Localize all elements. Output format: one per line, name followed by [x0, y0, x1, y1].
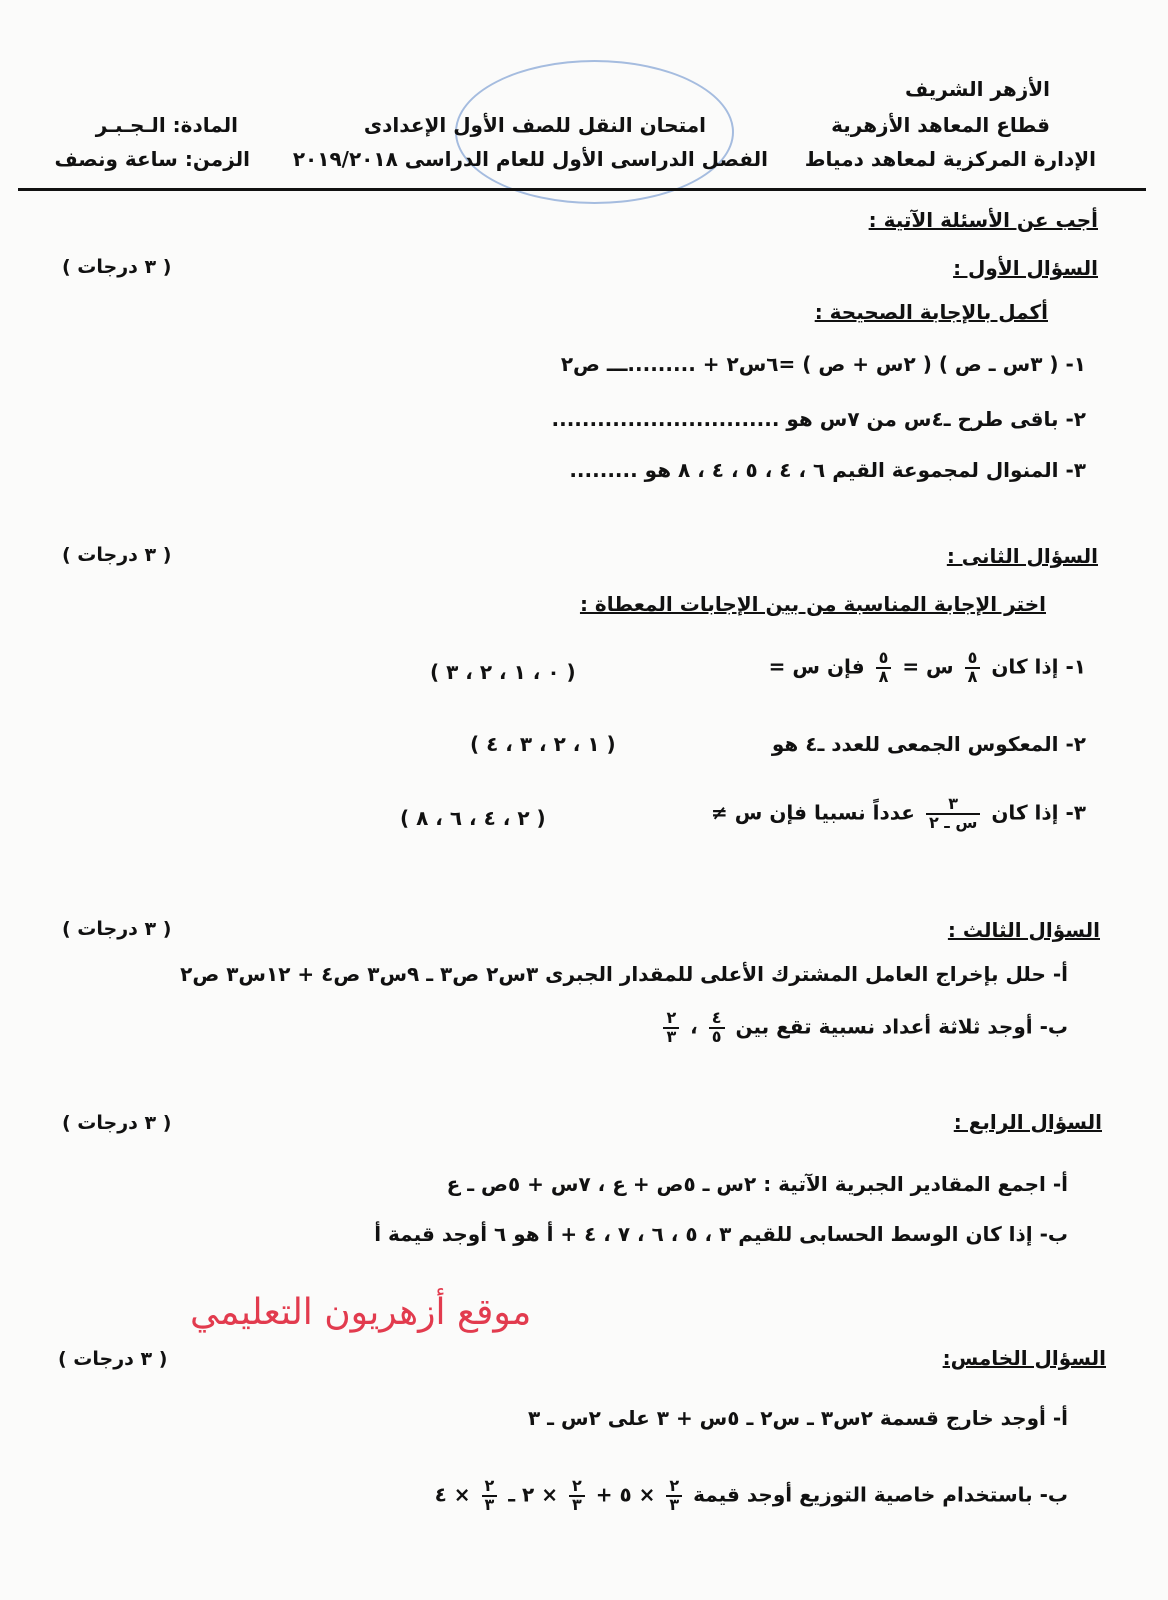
q1-item-1: ١- ( ٣س ـ ص ) ( ٢س + ص ) =٦س٢ + .........ـــ ص٢	[560, 352, 1086, 376]
fraction-denominator: ٣	[571, 1494, 582, 1514]
q2-item-3	[711, 796, 1086, 832]
q3-separator: ،	[690, 1014, 698, 1039]
fraction-denominator: ٨	[967, 666, 978, 686]
q3-part-b	[659, 1010, 1068, 1046]
fraction-numerator: ٥	[965, 650, 981, 669]
q2-item-1	[769, 650, 1086, 686]
instructions: أجب عن الأسئلة الآتية :	[868, 208, 1098, 232]
fraction-denominator: س ـ ٢	[928, 812, 978, 832]
q2-grade: ( ٣ درجات )	[62, 544, 172, 566]
header-subject: المادة: الـجـبـر	[95, 113, 238, 137]
q1-subtitle: أكمل بالإجابة الصحيحة :	[814, 300, 1048, 324]
q5-part-b	[435, 1478, 1068, 1514]
q2-item-3-choices: ( ٢ ، ٤ ، ٦ ، ٨ )	[400, 806, 546, 830]
q3-title: السؤال الثالث :	[947, 918, 1100, 942]
header-right-line-1: الأزهر الشريف	[904, 77, 1050, 101]
q5-fraction-1	[666, 1478, 682, 1514]
fraction-numerator: ٢	[482, 1478, 498, 1497]
q2-item-2-choices: ( ١ ، ٢ ، ٣ ، ٤ )	[470, 732, 616, 756]
q5-part-a: أ- أوجد خارج قسمة ٢س٣ ـ س٢ ـ ٥س + ٣ على ٢س ـ ٣	[527, 1406, 1068, 1430]
q2-item-1-fraction-2	[876, 650, 892, 686]
fraction-denominator: ٣	[669, 1494, 680, 1514]
q3-fraction-1	[709, 1010, 725, 1046]
fraction-denominator: ٣	[484, 1494, 495, 1514]
q3-part-b-text: ب- أوجد ثلاثة أعداد نسبية تقع بين	[735, 1014, 1068, 1039]
q2-item-1-mid: س =	[902, 654, 954, 679]
q5-fraction-3	[482, 1478, 498, 1514]
q5-fraction-2	[569, 1478, 585, 1514]
q4-grade: ( ٣ درجات )	[62, 1112, 172, 1134]
header-divider	[18, 188, 1146, 191]
q2-item-3-post: عدداً نسبيا فإن س ≠	[711, 800, 915, 825]
q2-title: السؤال الثانى :	[946, 544, 1098, 568]
fraction-numerator: ٥	[876, 650, 892, 669]
q5-part-b-text: ب- باستخدام خاصية التوزيع أوجد قيمة	[693, 1482, 1068, 1507]
q2-item-3-fraction	[926, 796, 980, 832]
fraction-numerator: ٢	[663, 1010, 679, 1029]
q4-title: السؤال الرابع :	[953, 1110, 1102, 1134]
header-right-line-2: قطاع المعاهد الأزهرية	[831, 113, 1050, 137]
q1-item-2: ٢- باقى طرح ـ٤س من ٧س هو ..............................	[551, 407, 1086, 431]
q3-fraction-2	[663, 1010, 679, 1046]
fraction-numerator: ٢	[666, 1478, 682, 1497]
q4-part-b: ب- إذا كان الوسط الحسابى للقيم ٣ ، ٥ ، ٦ ، ٧ ، ٤ + أ هو ٦ أوجد قيمة أ	[374, 1222, 1068, 1246]
q2-item-2: ٢- المعكوس الجمعى للعدد ـ٤ هو	[771, 732, 1086, 756]
q2-item-3-pre: ٣- إذا كان	[991, 800, 1086, 825]
q5-term-1: × ٥ +	[595, 1482, 656, 1507]
q3-part-a: أ- حلل بإخراج العامل المشترك الأعلى للمقدار الجبرى ٣س٢ ص٣ ـ ٩س٣ ص٤ + ١٢س٣ ص٢	[180, 962, 1068, 986]
fraction-denominator: ٣	[666, 1026, 677, 1046]
q2-item-1-choices: ( ٠ ، ١ ، ٢ ، ٣ )	[430, 660, 576, 684]
q5-grade: ( ٣ درجات )	[58, 1348, 168, 1370]
fraction-denominator: ٨	[878, 666, 889, 686]
q4-part-a: أ- اجمع المقادير الجبرية الآتية : ٢س ـ ٥ص + ع ، ٧س + ٥ص ـ ع	[446, 1172, 1068, 1196]
header-duration: الزمن: ساعة ونصف	[54, 147, 250, 171]
q2-item-1-post: فإن س =	[768, 654, 865, 679]
q3-grade: ( ٣ درجات )	[62, 918, 172, 940]
q1-title: السؤال الأول :	[953, 256, 1098, 280]
q2-item-1-pre: ١- إذا كان	[991, 654, 1086, 679]
q1-item-3: ٣- المنوال لمجموعة القيم ٦ ، ٤ ، ٥ ، ٤ ، ٨ هو .........	[569, 458, 1086, 482]
fraction-numerator: ٤	[709, 1010, 725, 1029]
q1-grade: ( ٣ درجات )	[62, 256, 172, 278]
header-right-line-3: الإدارة المركزية لمعاهد دمياط	[804, 147, 1096, 171]
header-center-line-2: الفصل الدراسى الأول للعام الدراسى ٢٠١٩/٢٠١٨	[292, 147, 768, 171]
fraction-numerator: ٣	[926, 796, 980, 815]
q5-term-2: × ٢ ـ	[508, 1482, 558, 1507]
q2-item-1-fraction-1	[965, 650, 981, 686]
q2-subtitle: اختر الإجابة المناسبة من بين الإجابات المعطاة :	[579, 592, 1046, 616]
q5-term-3: × ٤	[434, 1482, 471, 1507]
q5-title: السؤال الخامس:	[942, 1346, 1106, 1370]
site-watermark: موقع أزهريون التعليمي	[190, 1292, 532, 1333]
fraction-numerator: ٢	[569, 1478, 585, 1497]
fraction-denominator: ٥	[711, 1026, 722, 1046]
header-center-line-1: امتحان النقل للصف الأول الإعدادى	[363, 113, 706, 137]
